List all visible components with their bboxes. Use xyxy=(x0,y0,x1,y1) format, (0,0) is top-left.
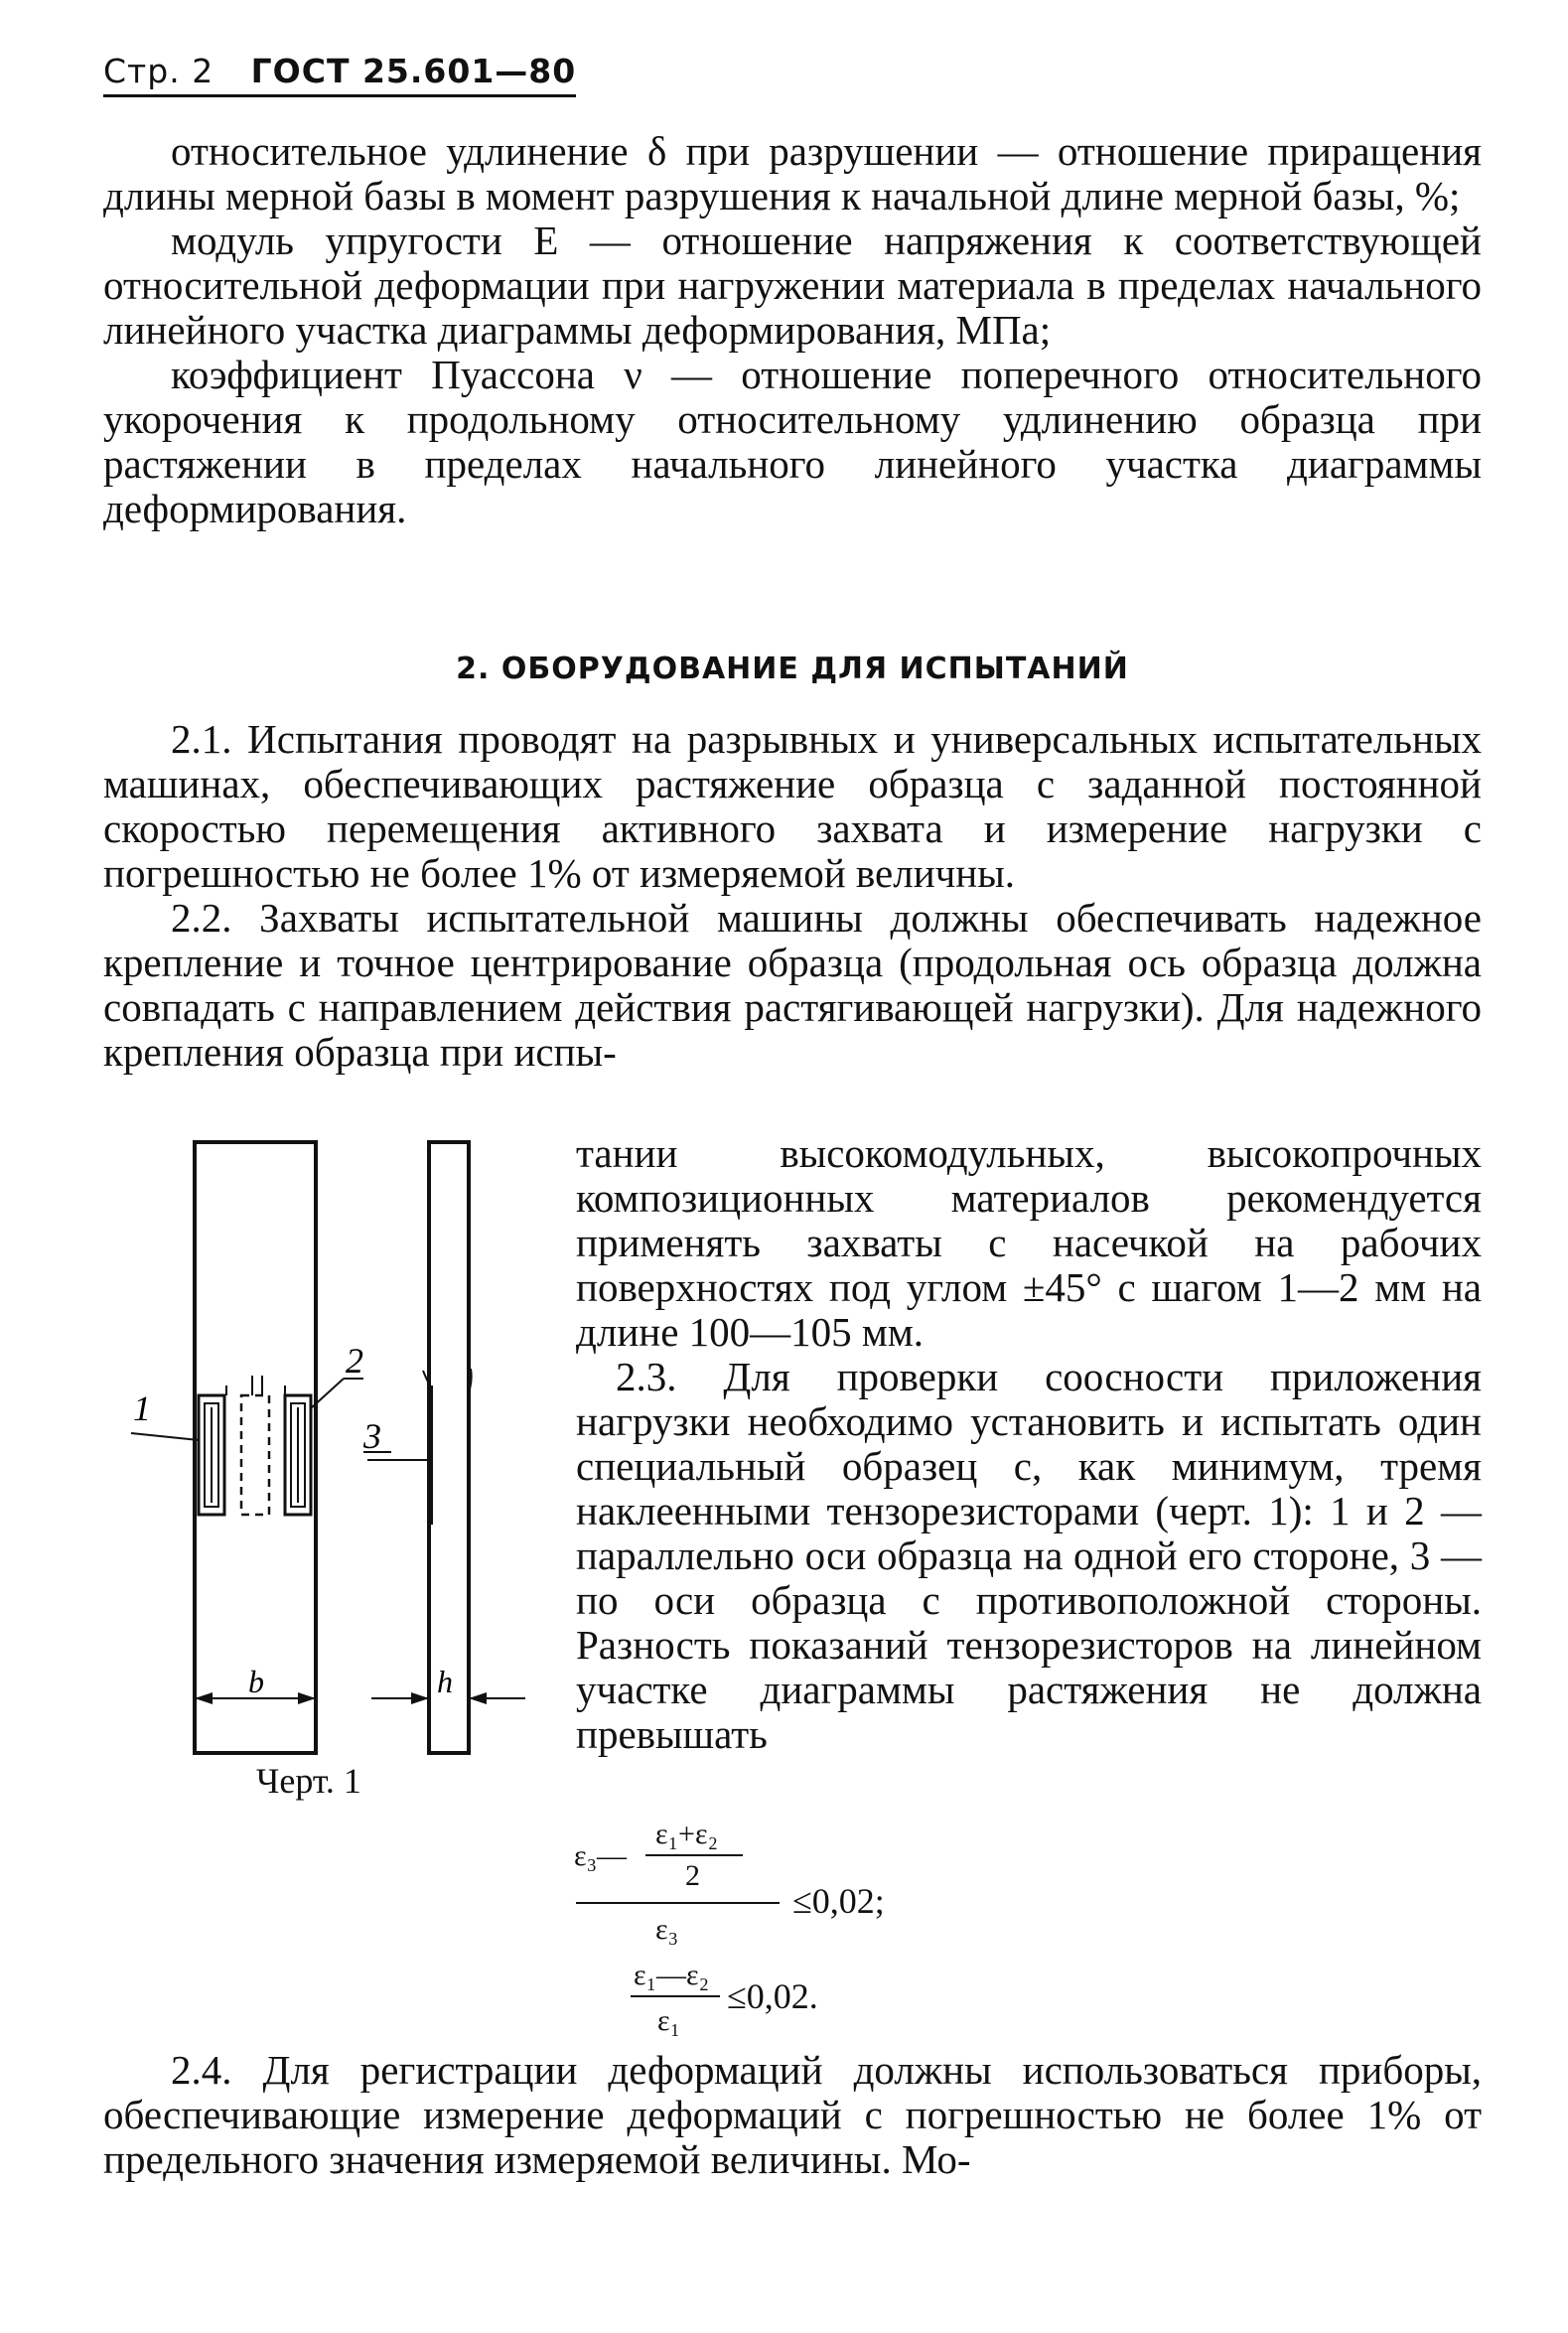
specimen-side-outline xyxy=(429,1142,469,1753)
paragraph-2-3: 2.3. Для проверки соосности приложения нагрузки необходимо установить и испытать один специальный образец с, как минимум, тремя наклеенными тензорезисторами (черт. 1): 1 и 2 — параллельно оси образца на одной его стороне, 3 — по оси образца с противоположной стороны. Разность показаний тензорезисторов на линейном участке диаграммы растяжения не должна превышать xyxy=(576,1354,1482,1757)
figure-label-2: 2 xyxy=(346,1341,363,1381)
dimension-h-label: h xyxy=(437,1664,453,1699)
formula-block xyxy=(556,1818,1053,2056)
formula-2-relation: ≤0,02. xyxy=(727,1976,818,2016)
figure-label-3: 3 xyxy=(363,1416,381,1456)
page-number: Стр. 2 xyxy=(103,52,214,90)
paragraph-2-2-continued: тании высокомодульных, высокопрочных композиционных материалов рекомендуется применять захваты с насечкой на рабочих поверхностях под углом ±45° с шагом 1—2 мм на длине 100—105 мм. xyxy=(576,1130,1482,1355)
paragraph-2-4-block xyxy=(103,2048,1482,2182)
definitions-block xyxy=(103,129,1482,531)
standard-title: ГОСТ 25.601—80 xyxy=(250,52,577,90)
formula-1-numerator-left: ε₃— xyxy=(574,1839,628,1872)
specimen-drawing xyxy=(103,1132,570,1818)
strain-gauge-3-hidden xyxy=(241,1395,269,1515)
formula-2-denominator: ε₁ xyxy=(657,2004,681,2037)
formula-2-numerator: ε₁—ε₂ xyxy=(634,1959,710,1991)
formula-1-relation: ≤0,02; xyxy=(792,1881,885,1921)
paragraphs-block xyxy=(103,717,1482,1075)
paragraph-2-1: 2.1. Испытания проводят на разрывных и универсальных испытательных машинах, обеспечивающих растяжение образца с заданной постоянной скоростью перемещения активного захвата и измерение нагрузки с погрешностью не более 1% от измеряемой величны. xyxy=(103,716,1482,896)
formula-1-denominator: ε₃ xyxy=(655,1913,679,1946)
paragraph-2-4: 2.4. Для регистрации деформаций должны использоваться приборы, обеспечивающие измерение деформаций с погрешностью не более 1% от предельного значения измеряемой величины. Мо- xyxy=(103,2047,1482,2182)
definition-poisson: коэффициент Пуассона ν — отношение поперечного относительного укорочения к продольному относительному удлинению образца при растяжении в пределах начального линейного участка диаграммы деформирования. xyxy=(103,352,1482,531)
formula-1-inner-denominator: 2 xyxy=(685,1859,700,1892)
section-title: 2. ОБОРУДОВАНИЕ ДЛЯ ИСПЫТАНИЙ xyxy=(456,652,1129,686)
figure-caption: Черт. 1 xyxy=(256,1761,361,1801)
definition-elongation: относительное удлинение δ при разрушении — отношение приращения длины мерной базы в момент разрушения к начальной длине мерной базы, %; xyxy=(103,128,1482,219)
definition-modulus: модуль упругости E — отношение напряжения к соответствующей относительной деформации при нагружении материала в пределах начального линейного участка диаграммы деформирования, МПа; xyxy=(103,218,1482,353)
right-column xyxy=(576,1131,1482,1757)
formula-1-inner-numerator: ε₁+ε₂ xyxy=(655,1818,719,1850)
dimension-b-label: b xyxy=(248,1664,264,1699)
page-header xyxy=(103,52,576,97)
paragraph-2-2: 2.2. Захваты испытательной машины должны обеспечивать надежное крепление и точное центрирование образца (продольная ось образца должна совпадать с направлением действия растягивающей нагрузки). Для надежного крепления образца при испы- xyxy=(103,895,1482,1075)
figure-label-1: 1 xyxy=(133,1388,151,1428)
